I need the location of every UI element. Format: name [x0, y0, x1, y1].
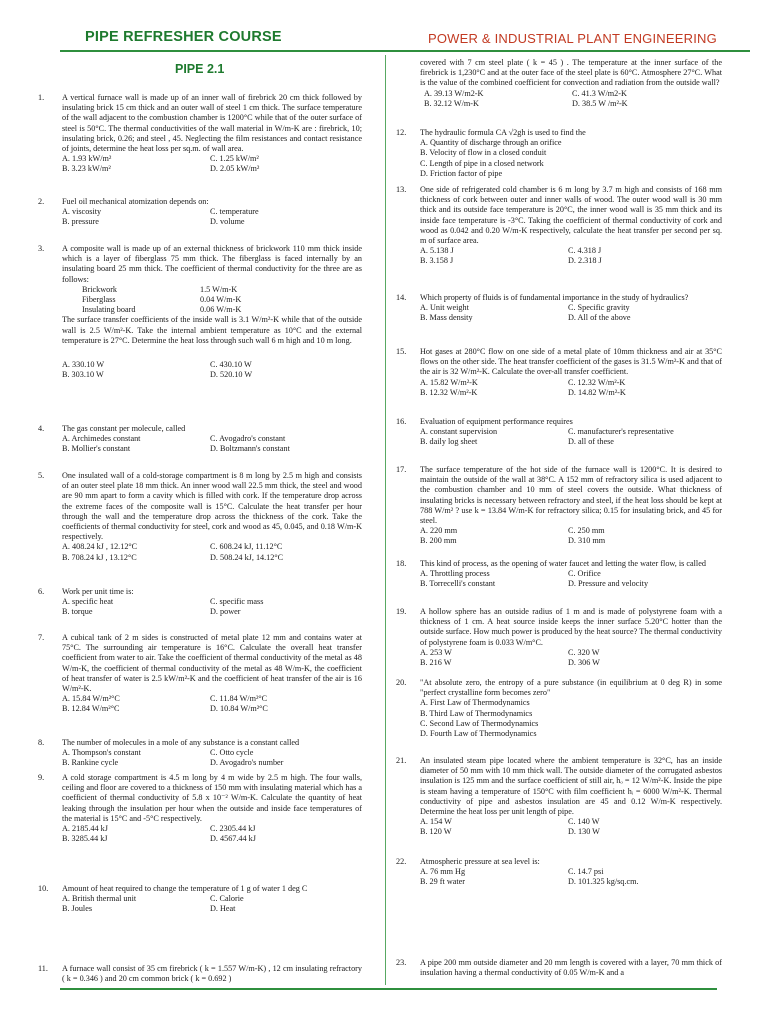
option: A. Quantity of discharge through an orifice [420, 138, 562, 148]
option: C. 430.10 W [210, 360, 252, 370]
question-number: 20. [396, 678, 407, 687]
option: A. 253 W [420, 647, 452, 657]
option: B. Joules [62, 904, 93, 914]
answer-options [420, 817, 722, 837]
question-stem: The hydraulic formula CA √2gh is used to find the [420, 128, 586, 137]
option: A. 2185.44 kJ [62, 824, 108, 834]
answer-options [420, 303, 722, 323]
option: D. Pressure and velocity [568, 579, 649, 589]
option: A. 15.82 W/m²-K [420, 377, 478, 387]
question-number: 23. [396, 958, 407, 967]
answer-options [62, 824, 362, 844]
answer-options [62, 542, 362, 562]
question-number: 12. [396, 128, 407, 137]
option: C. manufacturer's representative [568, 427, 674, 437]
option: A. First Law of Thermodynamics [420, 698, 530, 708]
answer-options [424, 89, 722, 109]
answer-options [62, 748, 362, 768]
option: A. 5.138 J [420, 246, 454, 256]
question-23 [396, 958, 722, 978]
option: B. 12.32 W/m²-K [420, 387, 478, 397]
option: D. 4567.44 kJ [210, 834, 256, 844]
question-number: 6. [38, 587, 45, 596]
table-cell: Fiberglass [82, 295, 116, 305]
question-number: 3. [38, 244, 45, 253]
answer-options [420, 867, 722, 887]
table-cell: Brickwork [82, 284, 118, 294]
question-number: 19. [396, 607, 407, 616]
option: C. 11.84 W/m²°C [210, 694, 268, 704]
option: C. 320 W [568, 647, 600, 657]
option: A. viscosity [62, 207, 102, 217]
option: C. Avogadro's constant [210, 434, 286, 444]
question-8 [38, 738, 362, 769]
question-5 [38, 471, 362, 563]
question-stem: "At absolute zero, the entropy of a pure substance (in equilibrium at 0 deg R) in some "perfect crystalline form becomes zero" [420, 678, 722, 698]
question-stem: One side of refrigerated cold chamber is 6 m long by 3.7 m high and consists of 168 mm thickness of cork between outer and inner walls of wood. The outer wood wall is 30 mm thick and its outside face temperature is 20°C, the inner wood wall is 35 mm thick and its inside face temperature is -3°C. Taking the coefficient of thermal conductivity of cork and wood as 0.042 and 0.20 W/m-K respectively, calculate the heat transfer per second per sq. m of surface area. [420, 185, 722, 246]
question-stem: Evaluation of equipment performance requires [420, 417, 573, 426]
question-stem: The number of molecules in a mole of any substance is a constant called [62, 738, 300, 747]
question-number: 14. [396, 293, 407, 302]
option: C. 1.25 kW/m² [210, 154, 259, 164]
subject-title: POWER & INDUSTRIAL PLANT ENGINEERING [428, 31, 717, 46]
option: D. Heat [210, 904, 236, 914]
answer-options [62, 360, 362, 380]
option: B. 216 W [420, 658, 452, 668]
question-number: 15. [396, 347, 407, 356]
question-number: 9. [38, 773, 45, 782]
option: C. Calorie [210, 894, 244, 904]
question-stem: Work per unit time is: [62, 587, 134, 596]
question-stem: Hot gases at 280°C flow on one side of a metal plate of 10mm thickness and air at 35°C flows on the other side. The heat transfer coefficient of the gases is 31.5 W/m²-K and that of the air is 32 W/m²-K. Calculate the over-all transfer coefficient. [420, 347, 722, 377]
option: B. torque [62, 607, 93, 617]
question-stem: A cold storage compartment is 4.5 m long by 4 m wide by 2.5 m high. The four walls, ceiling and floor are covered to a thickness of 150 mm with insulating material which has a coefficient of thermal conductivity of 5.8 x 10⁻² W/m-K. Calculate the quantity of heat leaking through the insulation per hour when the outside and inside face temperatures of the material is 15°C and -5°C respectively. [62, 773, 362, 823]
option: A. 39.13 W/m2-K [424, 88, 484, 98]
question-1 [38, 93, 362, 175]
question-12 [396, 128, 722, 179]
question-number: 18. [396, 559, 407, 568]
option: A. specific heat [62, 597, 114, 607]
question-number: 13. [396, 185, 407, 194]
option: D. 10.84 W/m²°C [210, 704, 268, 714]
option: B. pressure [62, 217, 99, 227]
table-cell: 1.5 W/m-K [200, 284, 238, 294]
question-stem: covered with 7 cm steel plate ( k = 45 ) . The temperature at the inner surface of the firebrick is 1,230°C and at the outer face of the steel plate is 60°C. Atmosphere 27°C. What is the value of the combined coefficient for convection and radiation from the outside wall? [420, 58, 722, 88]
question-number: 5. [38, 471, 45, 480]
option: D. Boltzmann's constant [210, 444, 290, 454]
option: D. 2.05 kW/m² [210, 164, 260, 174]
option: C. temperature [210, 207, 259, 217]
course-title: PIPE REFRESHER COURSE [85, 29, 282, 45]
option: A. 330.10 W [62, 360, 105, 370]
option: C. Second Law of Thermodynamics [420, 718, 539, 728]
option: A. 15.84 W/m²°C [62, 694, 120, 704]
conductivity-table [82, 285, 362, 316]
option: D. 520.10 W [210, 370, 253, 380]
option: D. Fourth Law of Thermodynamics [420, 729, 537, 739]
option: C. 140 W [568, 817, 600, 827]
question-stem: A pipe 200 mm outside diameter and 20 mm length is covered with a layer, 70 mm thick of insulation having a thermal conductivity of 0.05 W/m-K and a [420, 958, 722, 978]
question-stem: Amount of heat required to change the temperature of 1 g of water 1 deg C [62, 884, 308, 893]
section-title: PIPE 2.1 [175, 62, 225, 76]
question-stem: Fuel oil mechanical atomization depends on: [62, 197, 209, 206]
option: B. Mollier's constant [62, 444, 131, 454]
option: B. Velocity of flow in a closed conduit [420, 148, 547, 158]
question-11 [38, 964, 362, 984]
answer-options [62, 154, 362, 174]
question-number: 7. [38, 633, 45, 642]
option: A. British thermal unit [62, 894, 137, 904]
option: B. 29 ft water [420, 877, 466, 887]
answer-options [420, 526, 722, 546]
option: D. Friction factor of pipe [420, 168, 503, 178]
question-9 [38, 773, 362, 844]
question-number: 11. [38, 964, 48, 973]
option: A. 408.24 kJ , 12.12°C [62, 542, 138, 552]
option: C. 2305.44 kJ [210, 824, 256, 834]
question-17 [396, 465, 722, 547]
answer-options [62, 894, 362, 914]
question-2 [38, 197, 362, 228]
question-4 [38, 424, 362, 455]
option: C. 41.3 W/m2-K [572, 88, 627, 98]
option: C. 14.7 psi [568, 867, 604, 877]
question-stem: The surface temperature of the hot side of the furnace wall is 1200°C. It is desired to maintain the outside of the wall at 38°C. A 152 mm of refractory silica is used adjacent to the combustion chamber and 10 mm of steel covers the outside. What thickness of insulating bricks is necessary between refractory and steel, if the heat loss should be kept at 788 W/m² ? use k = 13.84 W/m-K for refractory silica; 0.15 for insulating brick, and 45 for steel. [420, 465, 722, 526]
option: A. Thompson's constant [62, 748, 141, 758]
option: B. 708.24 kJ , 13.12°C [62, 552, 137, 562]
question-stem: A composite wall is made up of an external thickness of brickwork 110 mm thick inside which is a layer of fiberglass 75 mm thick. The fiberglass is faced internally by an insulating board 25 mm thick. The coefficient of thermal conductivity for the three are as follows: [62, 244, 362, 284]
question-13 [396, 185, 722, 267]
question-stem: A hollow sphere has an outside radius of 1 m and is made of polystyrene foam with a thickness of 1 cm. A heat source inside keeps the inner surface 5.20°C hotter than the outside surface. How much power is produced by the heat source? The thermal conductivity of polystyrene foam is 0.033 W/m°C. [420, 607, 722, 647]
option: B. Rankine cycle [62, 758, 119, 768]
option: B. 12.84 W/m²°C [62, 704, 120, 714]
option: D. volume [210, 217, 245, 227]
option: B. Third Law of Thermodynamics [420, 708, 533, 718]
question-number: 16. [396, 417, 407, 426]
option: B. Mass density [420, 313, 473, 323]
answer-options [420, 246, 722, 266]
question-18 [396, 559, 722, 590]
option: C. 4.318 J [568, 246, 602, 256]
answer-options [420, 648, 722, 668]
question-6 [38, 587, 362, 618]
table-cell: Insulating board [82, 305, 136, 315]
header-rule [60, 50, 750, 52]
option: A. 1.93 kW/m² [62, 154, 112, 164]
option: A. 154 W [420, 817, 452, 827]
option: D. 306 W [568, 658, 600, 668]
answer-options [62, 694, 362, 714]
option: D. 310 mm [568, 536, 606, 546]
option: C. 608.24 kJ, 11.12°C [210, 542, 283, 552]
question-number: 8. [38, 738, 45, 747]
question-stem: A vertical furnace wall is made up of an inner wall of firebrick 20 cm thick followed by insulating brick 15 cm thick and an outer wall of steel 1 cm thick. The surface temperature of the wall adjacent to the combustion chamber is 1200°C while that of the outer surface of steel is 50°C. The thermal conductivities of the wall material in W/m-K are : firebrick, 10; insulating brick, 0.26; and steel , 45. Neglecting the film resistances and contact resistance of joints, determine the heat loss per sq.m. of wall area. [62, 93, 362, 154]
option: A. Archimedes constant [62, 434, 141, 444]
option: B. 32.12 W/m-K [424, 98, 479, 108]
question-14 [396, 293, 722, 324]
option: B. Torrecelli's constant [420, 579, 496, 589]
question-number: 1. [38, 93, 45, 102]
option: C. 250 mm [568, 526, 605, 536]
question-number: 10. [38, 884, 49, 893]
answer-options [62, 207, 362, 227]
question-15 [396, 347, 722, 398]
answer-options [420, 378, 722, 398]
question-stem: One insulated wall of a cold-storage compartment is 8 m long by 2.5 m high and consists of an outer steel plate 18 mm thick. An inner wood wall 22.5 mm thick, the steel and wood are 90 mm apart to form a cavity which is filled with cork. If the temperature drop across the extreme faces of the composite wall is 15°C. Calculate the heat transfer per hour through the wall and the temperature drop across the thickness of the cork. Take the coefficients of thermal conductivity for steel, cork and wood as 45, 0.045, and 0.18 W/m-K respectively. [62, 471, 362, 542]
footer-rule [60, 988, 717, 990]
option: B. 3285.44 kJ [62, 834, 108, 844]
answer-options [62, 434, 362, 454]
question-number: 17. [396, 465, 407, 474]
question-stem: This kind of process, as the opening of water faucet and letting the water flow, is called [420, 559, 706, 568]
option: A. Throttling process [420, 569, 490, 579]
option: B. 3.158 J [420, 256, 454, 266]
option: B. 303.10 W [62, 370, 104, 380]
option: D. all of these [568, 437, 614, 447]
option: A. constant supervision [420, 427, 498, 437]
option: D. All of the above [568, 313, 631, 323]
question-number: 21. [396, 756, 407, 765]
option: D. Avogadro's number [210, 758, 284, 768]
option: D. 508.24 kJ, 14.12°C [210, 552, 284, 562]
option: D. 2.318 J [568, 256, 602, 266]
table-cell: 0.06 W/m-K [200, 305, 242, 315]
option: C. specific mass [210, 597, 264, 607]
answer-options [420, 569, 722, 589]
option: A. Unit weight [420, 303, 469, 313]
question-number: 22. [396, 857, 407, 866]
question-16 [396, 417, 722, 448]
question-stem: A cubical tank of 2 m sides is constructed of metal plate 12 mm and contains water at 75°C. The surrounding air temperature is 16°C. Calculate the overall heat transfer coefficient from water to air. Take the coefficient of thermal conductivity of the metal as 48 W/m-K, the coefficient of thermal conductivity of the metal as 48 W/m-K, the coefficient of heat transfer of water is 2.5 kW/m²-K and the coefficient of heat transfer of the air is 16 W/m²-K. [62, 633, 362, 694]
option: C. Orifice [568, 569, 601, 579]
option: C. 12.32 W/m²-K [568, 377, 626, 387]
option: B. 3.23 kW/m² [62, 164, 111, 174]
question-number: 4. [38, 424, 45, 433]
question-stem: The gas constant per molecule, called [62, 424, 186, 433]
question-20 [396, 678, 722, 739]
question-7 [38, 633, 362, 715]
answer-options [62, 597, 362, 617]
question-continuation [420, 58, 722, 109]
question-21 [396, 756, 722, 838]
answer-options [420, 138, 722, 179]
option: B. 120 W [420, 827, 452, 837]
option: B. daily log sheet [420, 437, 478, 447]
question-stem: An insulated steam pipe located where the ambient temperature is 32°C, has an inside diameter of 50 mm with 10 mm thick wall. The outside diameter of the corrugated asbestos insulation is 125 mm and the surface coefficient of still air, hₒ = 12 W/m²-K. Inside the pipe is steam having a temperature of 150°C with film coefficient hᵢ = 6000 W/m²-K. Thermal conductivity of pipe and asbestos insulation are 45 and 0.12 W/m-K respectively. Determine the heat loss per unit length of pipe. [420, 756, 722, 817]
option: D. 130 W [568, 827, 600, 837]
question-22 [396, 857, 722, 888]
question-19 [396, 607, 722, 668]
answer-options [420, 427, 722, 447]
option: D. 38.5 W /m²-K [572, 98, 628, 108]
question-stem: A furnace wall consist of 35 cm firebrick ( k = 1.557 W/m-K) , 12 cm insulating refractory ( k = 0.346 ) and 20 cm common brick ( k = 0.692 ) [62, 964, 362, 984]
option: B. 200 mm [420, 536, 457, 546]
option: A. 220 mm [420, 526, 458, 536]
answer-options [420, 698, 722, 739]
option: D. 101.325 kg/sq.cm. [568, 877, 639, 887]
column-divider [385, 55, 386, 985]
option: D. 14.82 W/m²-K [568, 387, 626, 397]
option: C. Length of pipe in a closed network [420, 158, 544, 168]
question-10 [38, 884, 362, 915]
question-number: 2. [38, 197, 45, 206]
question-stem-continued: The surface transfer coefficients of the inside wall is 3.1 W/m²-K while that of the outside wall is 2.5 W/m²-K. Take the internal ambient temperature as 10°C and the external temperature is 27°C. Determine the heat loss through such wall 6 m high and 10 m long. [62, 315, 362, 345]
option: A. 76 mm Hg [420, 867, 466, 877]
question-stem: Which property of fluids is of fundamental importance in the study of hydraulics? [420, 293, 689, 302]
option: D. power [210, 607, 241, 617]
question-3 [38, 244, 362, 380]
option: C. Otto cycle [210, 748, 254, 758]
question-stem: Atmospheric pressure at sea level is: [420, 857, 540, 866]
option: C. Specific gravity [568, 303, 630, 313]
table-cell: 0.04 W/m-K [200, 295, 242, 305]
